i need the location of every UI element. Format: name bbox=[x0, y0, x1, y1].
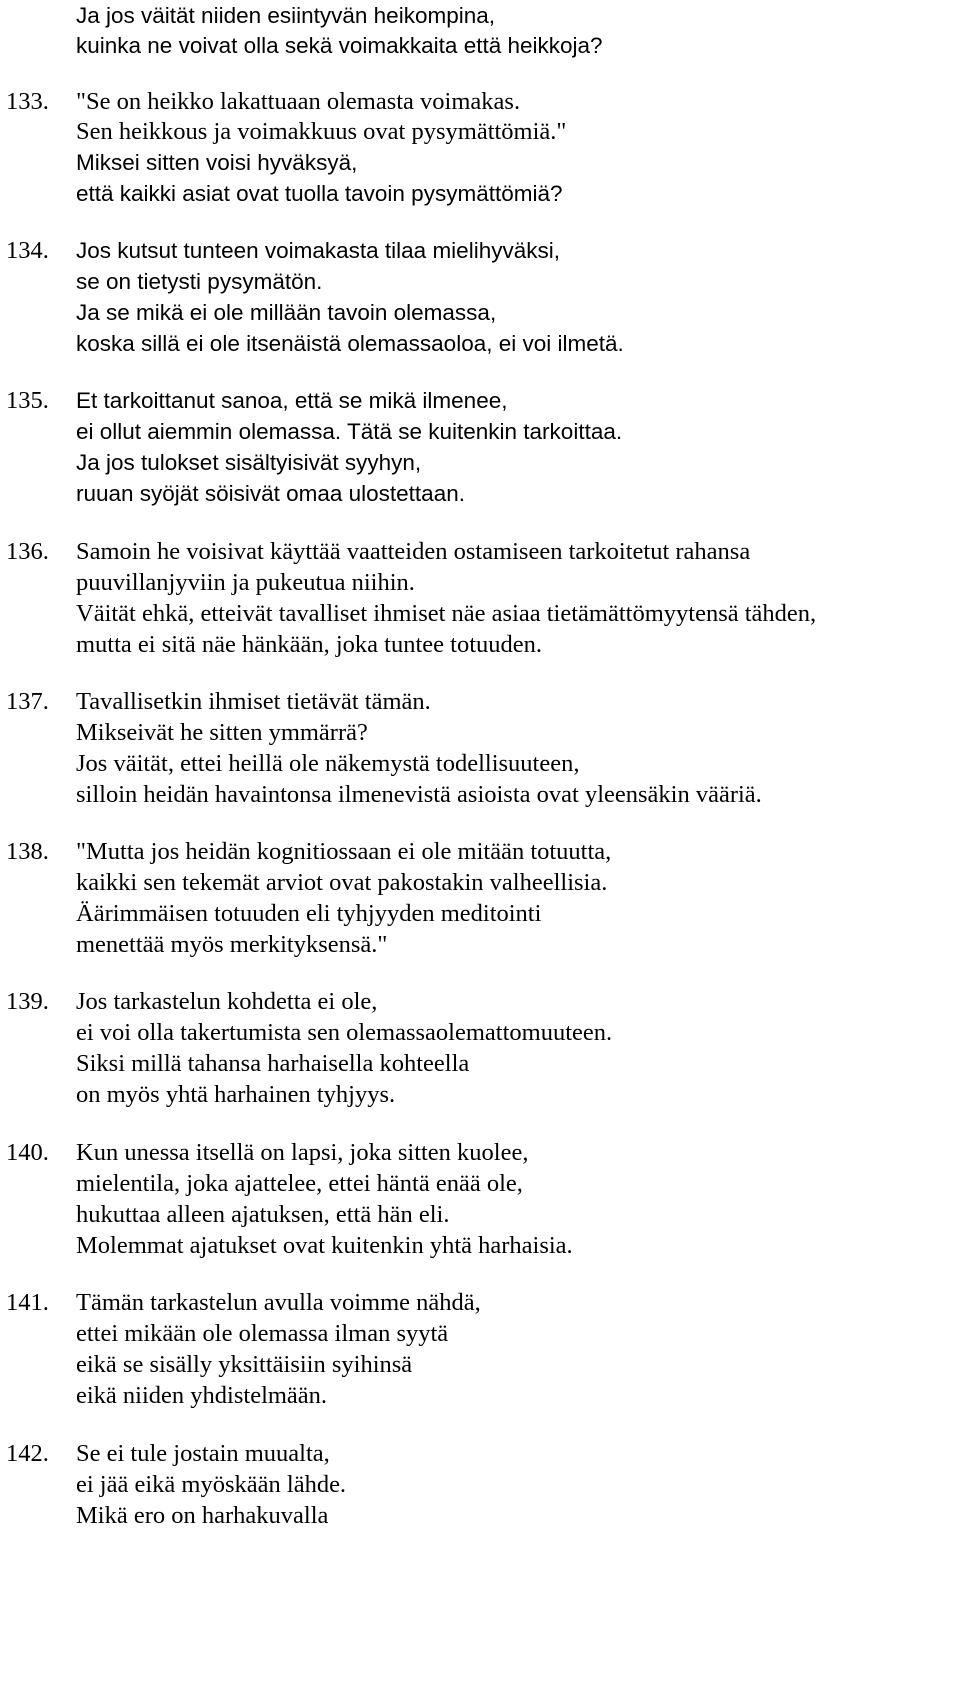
verse-line: Samoin he voisivat käyttää vaatteiden ostamiseen tarkoitetut rahansa bbox=[76, 538, 751, 565]
verse-line: Molemmat ajatukset ovat kuitenkin yhtä harhaisia. bbox=[76, 1232, 573, 1259]
verse-number: 139. bbox=[6, 988, 49, 1015]
verse-number: 136. bbox=[6, 538, 49, 565]
verse-line: Jos väität, ettei heillä ole näkemystä todellisuuteen, bbox=[76, 750, 580, 777]
verse-line: ei ollut aiemmin olemassa. Tätä se kuitenkin tarkoittaa. bbox=[76, 419, 623, 444]
verse-line: se on tietysti pysymätön. bbox=[76, 269, 323, 294]
verse-line: "Mutta jos heidän kognitiossaan ei ole mitään totuutta, bbox=[76, 838, 612, 865]
verse-line: menettää myös merkityksensä." bbox=[76, 931, 388, 958]
verse-line: kuinka ne voivat olla sekä voimakkaita että heikkoja? bbox=[76, 33, 603, 58]
verse-line: kaikki sen tekemät arviot ovat pakostakin valheellisia. bbox=[76, 869, 608, 896]
verse-line: Et tarkoittanut sanoa, että se mikä ilmenee, bbox=[76, 388, 508, 413]
verse-line: koska sillä ei ole itsenäistä olemassaoloa, ei voi ilmetä. bbox=[76, 331, 624, 356]
verse-line: Mikä ero on harhakuvalla bbox=[76, 1502, 329, 1529]
verse-line: ettei mikään ole olemassa ilman syytä bbox=[76, 1320, 449, 1347]
verse-line: hukuttaa alleen ajatuksen, että hän eli. bbox=[76, 1201, 450, 1228]
verse-line: ruuan syöjät söisivät omaa ulostettaan. bbox=[76, 481, 465, 506]
verse-line: Tämän tarkastelun avulla voimme nähdä, bbox=[76, 1289, 481, 1316]
verse-line: Jos kutsut tunteen voimakasta tilaa mielihyväksi, bbox=[76, 238, 560, 263]
verse-line: ei voi olla takertumista sen olemassaolemattomuuteen. bbox=[76, 1019, 613, 1046]
verse-line: eikä niiden yhdistelmään. bbox=[76, 1382, 328, 1409]
verse-line: että kaikki asiat ovat tuolla tavoin pysymättömiä? bbox=[76, 181, 563, 206]
verse-line: mutta ei sitä näe hänkään, joka tuntee totuuden. bbox=[76, 631, 543, 658]
verse-line: Tavallisetkin ihmiset tietävät tämän. bbox=[76, 688, 431, 715]
verse-number: 138. bbox=[6, 838, 49, 865]
verse-number: 142. bbox=[6, 1440, 49, 1467]
verse-line: mielentila, joka ajattelee, ettei häntä enää ole, bbox=[76, 1170, 523, 1197]
verse-line: Äärimmäisen totuuden eli tyhjyyden meditointi bbox=[76, 900, 542, 927]
verse-line: puuvillanjyviin ja pukeutua niihin. bbox=[76, 569, 415, 596]
verse-line: silloin heidän havaintonsa ilmenevistä asioista ovat yleensäkin vääriä. bbox=[76, 781, 762, 808]
verse-line: eikä se sisälly yksittäisiin syihinsä bbox=[76, 1351, 413, 1378]
verse-line: on myös yhtä harhainen tyhjyys. bbox=[76, 1081, 396, 1108]
verse-line: Kun unessa itsellä on lapsi, joka sitten kuolee, bbox=[76, 1139, 529, 1166]
verse-line: Ja jos tulokset sisältyisivät syyhyn, bbox=[76, 450, 422, 475]
verse-number: 137. bbox=[6, 688, 49, 715]
verse-number: 141. bbox=[6, 1289, 49, 1316]
verse-line: Ja se mikä ei ole millään tavoin olemassa, bbox=[76, 300, 497, 325]
verse-line: Jos tarkastelun kohdetta ei ole, bbox=[76, 988, 378, 1015]
verse-number: 134. bbox=[6, 237, 49, 264]
verse-number: 133. bbox=[6, 88, 49, 115]
verse-line: Väität ehkä, etteivät tavalliset ihmiset näe asiaa tietämättömyytensä tähden, bbox=[76, 600, 817, 627]
verse-line: Se ei tule jostain muualta, bbox=[76, 1440, 330, 1467]
verse-line: Sen heikkous ja voimakkuus ovat pysymättömiä." bbox=[76, 118, 567, 145]
verse-number: 135. bbox=[6, 387, 49, 414]
verse-line: Miksei sitten voisi hyväksyä, bbox=[76, 150, 358, 175]
verse-line: ei jää eikä myöskään lähde. bbox=[76, 1471, 347, 1498]
verse-line: Mikseivät he sitten ymmärrä? bbox=[76, 719, 368, 746]
verse-number: 140. bbox=[6, 1139, 49, 1166]
verse-line: Ja jos väität niiden esiintyvän heikompina, bbox=[76, 3, 495, 28]
verse-line: Siksi millä tahansa harhaisella kohteella bbox=[76, 1050, 470, 1077]
verse-line: "Se on heikko lakattuaan olemasta voimakas. bbox=[76, 88, 521, 115]
